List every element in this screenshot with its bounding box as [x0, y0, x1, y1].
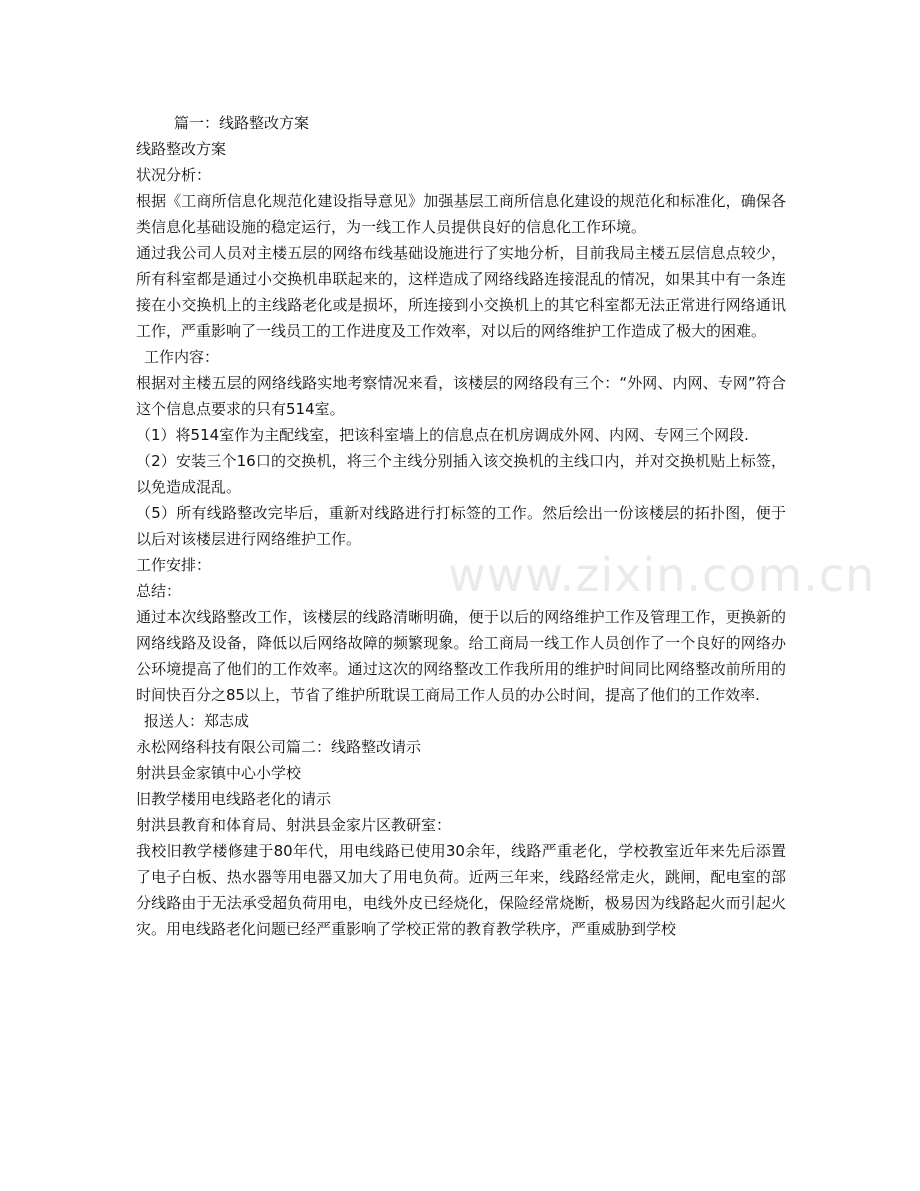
section-title: 篇一：线路整改方案 — [174, 114, 310, 132]
status-heading: 状况分析： — [136, 166, 212, 184]
addressee-line: 射洪县教育和体育局、射洪县金家片区教研室： — [136, 816, 452, 834]
work-heading: 工作内容： — [144, 348, 220, 366]
paragraph-background: 根据《工商所信息化规范化建设指导意见》加强基层工商所信息化建设的规范化和标准化，确保各类信息化基础设施的稳定运行，为一线工作人员提供良好的信息化工作环境。 — [136, 192, 786, 236]
arrange-heading: 工作安排： — [136, 556, 212, 574]
paragraph-work-content: 根据对主楼五层的网络线路实地考察情况来看，该楼层的网络段有三个：“外网、内网、专网”符合这个信息点要求的只有514室。 — [136, 374, 786, 418]
paragraph-summary: 通过本次线路整改工作，该楼层的线路清晰明确，便于以后的网络维护工作及管理工作，更换新的网络线路及设备，降低以后网络故障的频繁现象。给工商局一线工作人员创作了一个良好的网络办公环境提高了他们的工作效率。通过这次的网络整改工作我所用的维护时间同比网络整改前所用的时间快百分之85以上，节省了维护所耽误工商局工作人员的办公时间，提高了他们的工作效率. — [136, 608, 786, 704]
company-line: 永松网络科技有限公司篇二：线路整改请示 — [136, 738, 422, 756]
list-item-5: （5）所有线路整改完毕后，重新对线路进行打标签的工作。然后绘出一份该楼层的拓扑图，便于以后对该楼层进行网络维护工作。 — [136, 504, 786, 548]
summary-heading: 总结： — [136, 582, 182, 600]
school-name: 射洪县金家镇中心小学校 — [136, 764, 302, 782]
list-item-2: （2）安装三个16口的交换机，将三个主线分别插入该交换机的主线口内，并对交换机贴上标签，以免造成混乱。 — [136, 452, 786, 496]
list-item-1: （1）将514室作为主配线室，把该科室墙上的信息点在机房调成外网、内网、专网三个网段. — [136, 426, 749, 444]
document-subtitle: 线路整改方案 — [136, 140, 227, 158]
paragraph-analysis: 通过我公司人员对主楼五层的网络布线基础设施进行了实地分析，目前我局主楼五层信息点较少，所有科室都是通过小交换机串联起来的，这样造成了网络线路连接混乱的情况，如果其中有一条连接在小交换机上的主线路老化或是损坏，所连接到小交换机上的其它科室都无法正常进行网络通讯工作，严重影响了一线员工的工作进度及工作效率，对以后的网络维护工作造成了极大的困难。 — [136, 244, 786, 340]
request-title: 旧教学楼用电线路老化的请示 — [136, 790, 332, 808]
watermark-text: www.zixin.com.cn — [448, 548, 876, 602]
reporter-line: 报送人：郑志成 — [144, 712, 250, 730]
paragraph-request: 我校旧教学楼修建于80年代，用电线路已使用30余年，线路严重老化，学校教室近年来先后添置了电子白板、热水器等用电器又加大了用电负荷。近两三年来，线路经常走火，跳闸，配电室的部分线路由于无法承受超负荷用电，电线外皮已经烧化，保险经常烧断，极易因为线路起火而引起火灾。用电线路老化问题已经严重影响了学校正常的教育教学秩序，严重威胁到学校 — [136, 842, 786, 938]
document-page — [136, 110, 786, 942]
